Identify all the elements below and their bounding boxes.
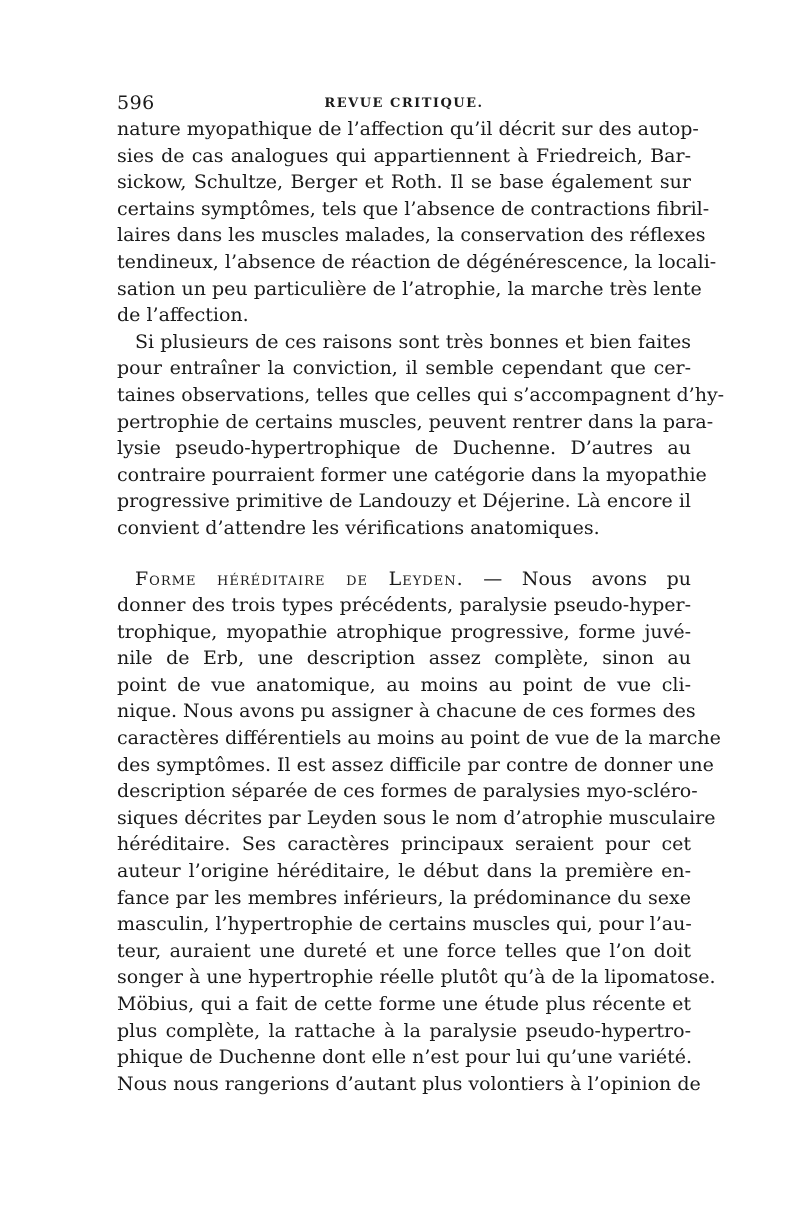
text-line: progressive primitive de Landouzy et Déjerine. Là encore il <box>117 490 691 513</box>
section-first-line-rest: — Nous avons pu <box>463 567 691 590</box>
text-line: lysie pseudo-hypertrophique de Duchenne. D’autres au <box>117 437 691 460</box>
text-line: trophique, myopathie atrophique progressive, forme juvé- <box>117 620 691 643</box>
text-line: Nous nous rangerions d’autant plus volontiers à l’opinion de <box>117 1072 701 1095</box>
text-line: laires dans les muscles malades, la conservation des réflexes <box>117 224 706 247</box>
text-line: taines observations, telles que celles qui s’accompagnent d’hy- <box>117 383 725 406</box>
text-line: nique. Nous avons pu assigner à chacune de ces formes des <box>117 700 696 723</box>
text-line: contraire pourraient former une catégorie dans la myopathie <box>117 463 707 486</box>
text-line: plus complète, la rattache à la paralysie pseudo-hypertro- <box>117 1019 691 1042</box>
page-number: 596 <box>117 92 155 114</box>
text-line: donner des trois types précédents, paralysie pseudo-hyper- <box>117 594 691 617</box>
text-line: phique de Duchenne dont elle n’est pour lui qu’une variété. <box>117 1046 693 1069</box>
text-line: nile de Erb, une description assez complète, sinon au <box>117 647 691 670</box>
text-line: teur, auraient une dureté et une force telles que l’on doit <box>117 939 691 962</box>
text-line: sies de cas analogues qui appartiennent à Friedreich, Bar- <box>117 144 691 167</box>
text-line: sation un peu particulière de l’atrophie, la marche très lente <box>117 277 702 300</box>
text-line: caractères différentiels au moins au point de vue de la marche <box>117 727 721 750</box>
text-line: siques décrites par Leyden sous le nom d’atrophie musculaire <box>117 806 716 829</box>
text-line: nature myopathique de l’affection qu’il décrit sur des autop- <box>117 118 699 140</box>
page-header <box>117 88 691 116</box>
text-line: sickow, Schultze, Berger et Roth. Il se base également sur <box>117 171 691 194</box>
text-line: auteur l’origine héréditaire, le début dans la première en- <box>117 860 691 883</box>
text-line: Möbius, qui a fait de cette forme une étude plus récente et <box>117 993 691 1015</box>
text-line: Si plusieurs de ces raisons sont très bonnes et bien faites <box>135 330 691 353</box>
text-line: point de vue anatomique, au moins au point de vue cli- <box>117 673 691 696</box>
text-line: masculin, l’hypertrophie de certains muscles qui, pour l’au- <box>117 913 692 936</box>
text-line: des symptômes. Il est assez difficile par contre de donner une <box>117 753 714 776</box>
section-title: Forme héréditaire de Leyden. <box>135 567 464 590</box>
text-line: convient d’attendre les vérifications anatomiques. <box>117 516 600 539</box>
paragraph-1 <box>117 116 717 329</box>
text-line: héréditaire. Ses caractères principaux seraient pour cet <box>117 833 691 856</box>
text-line: certains symptômes, tels que l’absence de contractions fibril- <box>117 197 710 220</box>
text-line: description séparée de ces formes de paralysies myo-scléro- <box>117 780 698 803</box>
section-first-line <box>117 566 691 593</box>
section-gap <box>117 542 691 566</box>
running-head: REVUE CRITIQUE. <box>324 96 484 111</box>
page <box>117 88 725 1097</box>
text-line: tendineux, l’absence de réaction de dégénérescence, la locali- <box>117 250 717 273</box>
text-line: pour entraîner la conviction, il semble cependant que cer- <box>117 357 691 380</box>
paragraph-3 <box>117 566 721 1098</box>
text-line: pertrophie de certains muscles, peuvent rentrer dans la para- <box>117 410 714 433</box>
text-line: de l’affection. <box>117 304 249 327</box>
paragraph-2 <box>117 329 725 542</box>
text-line: songer à une hypertrophie réelle plutôt qu’à de la lipomatose. <box>117 966 716 989</box>
text-line: fance par les membres inférieurs, la prédominance du sexe <box>117 886 691 909</box>
